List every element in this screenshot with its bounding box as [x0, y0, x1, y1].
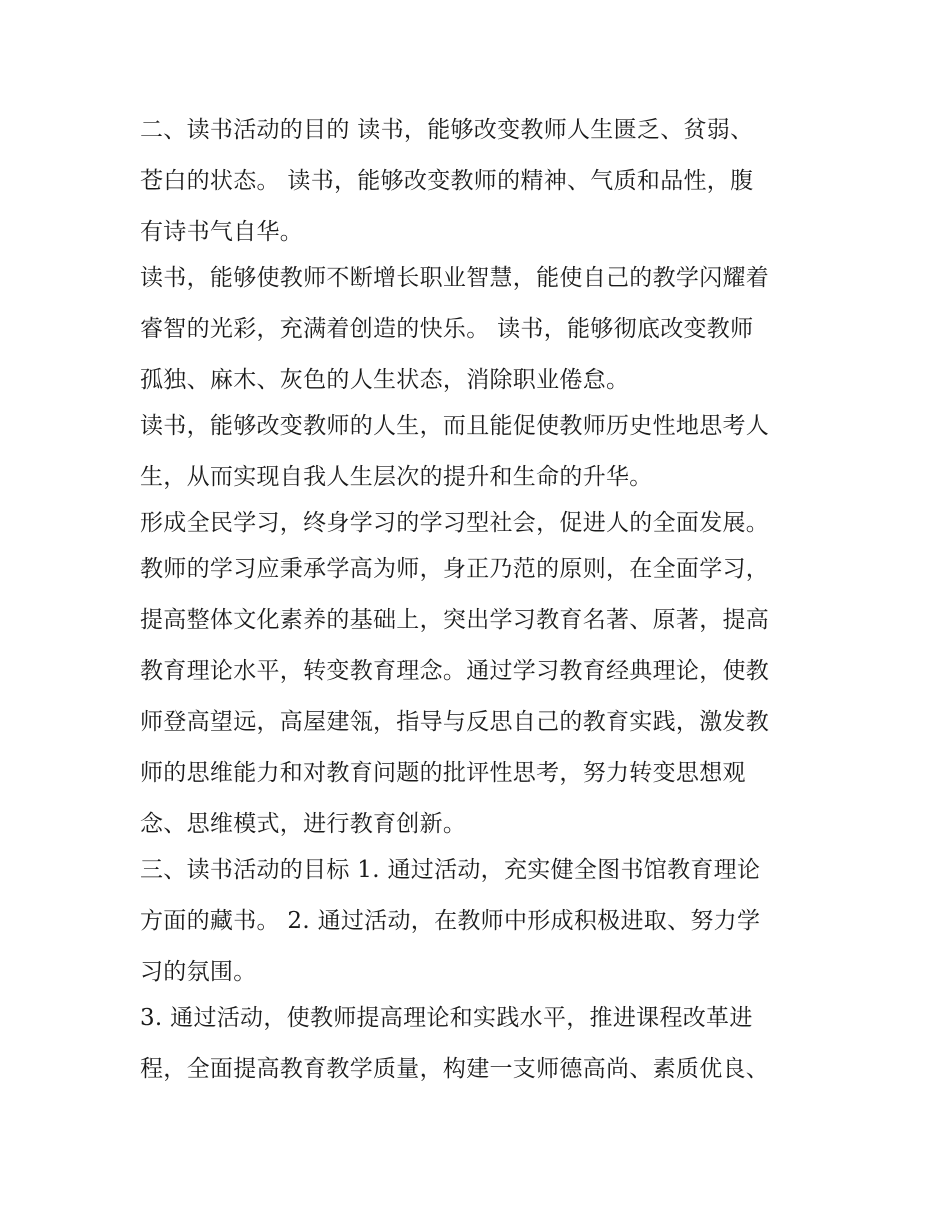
- text-line: 睿智的光彩，充满着创造的快乐。 读书，能够彻底改变教师: [140, 316, 754, 342]
- document-body: [140, 108, 830, 1098]
- text-line: 读书，能够使教师不断增长职业智慧，能使自己的教学闪耀着: [140, 265, 770, 291]
- text-line: 习的氛围。: [140, 959, 257, 985]
- text-line: 读书，能够改变教师的人生，而且能促使教师历史性地思考人: [140, 413, 770, 439]
- text-line: 二、读书活动的目的 读书，能够改变教师人生匮乏、贫弱、: [140, 117, 754, 143]
- text-line: 方面的藏书。 2. 通过活动，在教师中形成积极进取、努力学: [140, 908, 761, 934]
- text-line: 生，从而实现自我人生层次的提升和生命的升华。: [140, 464, 653, 490]
- text-line: 三、读书活动的目标 1. 通过活动，充实健全图书馆教育理论: [140, 857, 761, 883]
- text-line: 孤独、麻木、灰色的人生状态，消除职业倦怠。: [140, 367, 630, 393]
- text-line: 师的思维能力和对教育问题的批评性思考，努力转变思想观: [140, 760, 746, 786]
- text-line: 师登高望远，高屋建瓴，指导与反思自己的教育实践，激发教: [140, 709, 770, 735]
- text-line: 教育理论水平，转变教育理念。通过学习教育经典理论，使教: [140, 658, 770, 684]
- text-line: 提高整体文化素养的基础上，突出学习教育名著、原著，提高: [140, 607, 770, 633]
- text-line: 教师的学习应秉承学高为师，身正乃范的原则，在全面学习，: [140, 556, 770, 582]
- text-line: 念、思维模式，进行教育创新。: [140, 811, 467, 837]
- text-line: 程，全面提高教育教学质量，构建一支师德高尚、素质优良、: [140, 1056, 770, 1082]
- text-line: 3. 通过活动，使教师提高理论和实践水平，推进课程改革进: [140, 1005, 753, 1031]
- text-line: 有诗书气自华。: [140, 219, 304, 245]
- text-line: 苍白的状态。 读书，能够改变教师的精神、气质和品性，腹: [140, 168, 754, 194]
- text-line: 形成全民学习，终身学习的学习型社会，促进人的全面发展。: [140, 510, 770, 536]
